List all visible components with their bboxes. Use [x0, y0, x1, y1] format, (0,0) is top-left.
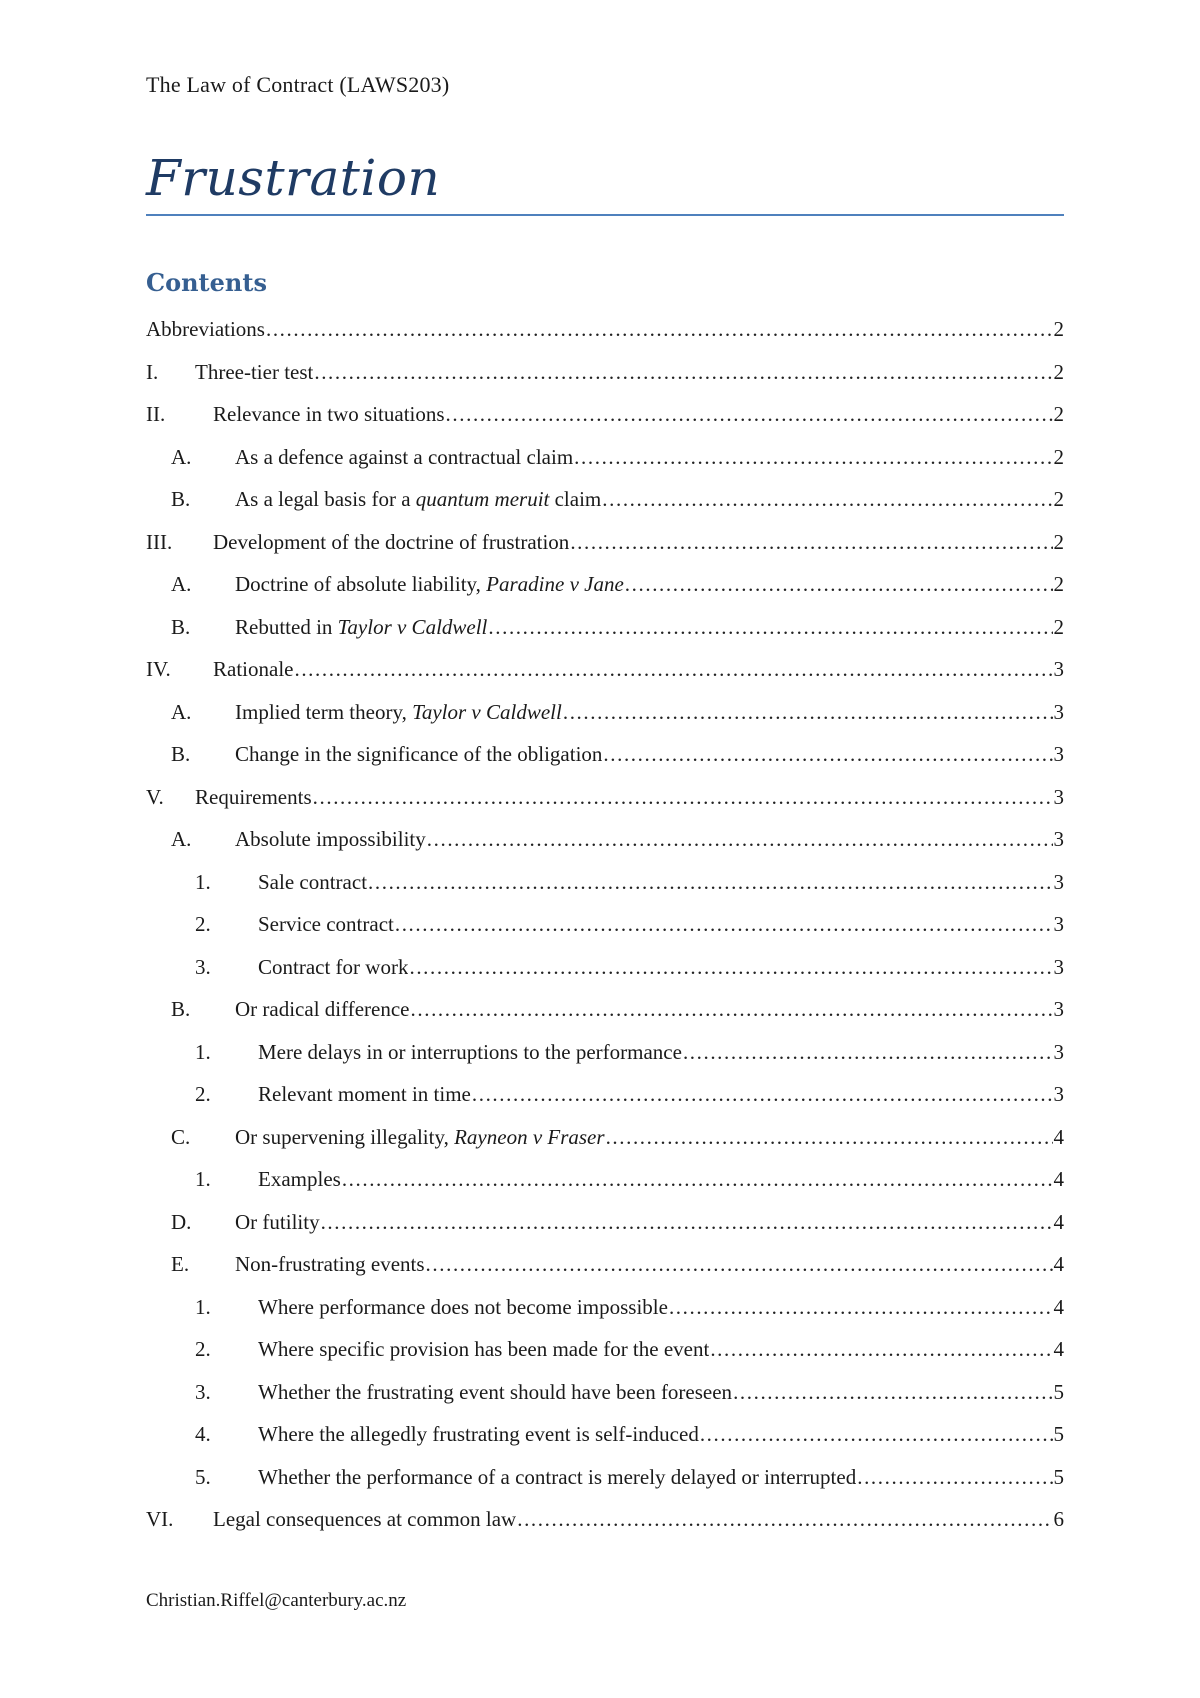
toc-entry[interactable]: [146, 867, 1064, 910]
toc-page-number: 5: [1053, 1422, 1064, 1446]
toc-entry-title: [258, 952, 408, 982]
toc-entry-title-text: Abbreviations: [146, 317, 265, 341]
toc-entry[interactable]: [146, 1292, 1064, 1335]
toc-entry-title-italic: quantum meruit: [415, 487, 550, 511]
toc-entry-title-text: Legal consequences at common law: [213, 1507, 517, 1531]
toc-entry-title-text: Contract for work: [258, 954, 409, 979]
toc-page-number: 4: [1053, 1209, 1064, 1234]
toc-dot-leader: [563, 697, 1053, 727]
toc-entry-number: A.: [171, 444, 192, 469]
toc-entry-number: 1.: [195, 1167, 211, 1191]
toc-entry[interactable]: [146, 739, 1064, 782]
toc-entry-number: A.: [171, 827, 192, 851]
toc-entry-number: 1.: [195, 869, 211, 894]
toc-entry-title-text: As a legal basis for a: [235, 487, 416, 511]
toc-entry-title: [213, 399, 445, 429]
toc-entry-number: 2.: [195, 1082, 211, 1106]
toc-page-number: 6: [1053, 1507, 1064, 1531]
toc-dot-leader: [368, 867, 1052, 897]
toc-entry[interactable]: [146, 909, 1064, 952]
toc-entry[interactable]: [146, 357, 1064, 400]
toc-entry-title: [213, 527, 569, 557]
toc-dot-leader: [472, 1079, 1053, 1109]
toc-dot-leader: [266, 314, 1053, 344]
toc-entry-title-italic: Taylor v Caldwell: [337, 614, 488, 639]
toc-entry-title-text: Examples: [258, 1167, 341, 1191]
toc-entry-title-text: Non-frustrating events: [235, 1252, 425, 1276]
toc-entry-title-italic: Rayneon v Fraser: [454, 1124, 605, 1149]
toc-page-number: 2: [1053, 529, 1064, 554]
toc-entry[interactable]: [146, 1122, 1064, 1165]
toc-entry-title: [235, 1207, 320, 1237]
author-email: Christian.Riffel@canterbury.ac.nz: [146, 1590, 407, 1611]
toc-entry-title: [235, 1249, 425, 1279]
toc-entry-number: 2.: [195, 912, 211, 936]
toc-entry-title-text: claim: [549, 487, 602, 511]
toc-entry-title: [258, 867, 367, 897]
toc-entry-number: 3.: [195, 954, 211, 979]
toc-entry[interactable]: [146, 1207, 1064, 1250]
toc-dot-leader: [313, 782, 1053, 812]
toc-dot-leader: [342, 1164, 1053, 1194]
toc-dot-leader: [321, 1207, 1053, 1237]
toc-dot-leader: [603, 739, 1052, 769]
toc-dot-leader: [426, 1249, 1053, 1279]
toc-entry-title-text: Or radical difference: [235, 997, 410, 1021]
toc-dot-leader: [733, 1377, 1052, 1407]
toc-dot-leader: [606, 1122, 1053, 1152]
toc-page-number: 2: [1053, 359, 1064, 384]
toc-entry-title: [235, 1122, 605, 1152]
toc-entry-title: [235, 824, 426, 854]
toc-page-number: 4: [1053, 1294, 1064, 1319]
toc-entry-title: [195, 782, 312, 812]
toc-dot-leader: [411, 994, 1053, 1024]
toc-dot-leader: [625, 569, 1053, 599]
toc-dot-leader: [395, 909, 1053, 939]
toc-entry-title-text: Absolute impossibility: [235, 827, 426, 851]
toc-entry-title-text: Relevance in two situations: [213, 402, 445, 426]
toc-page-number: 3: [1053, 784, 1064, 809]
toc-page-number: 4: [1053, 1337, 1064, 1361]
toc-dot-leader: [446, 399, 1053, 429]
toc-entry[interactable]: [146, 527, 1064, 570]
toc-entry-title: [258, 1164, 341, 1194]
toc-page-number: 4: [1053, 1167, 1064, 1191]
toc-entry-number: A.: [171, 572, 192, 596]
toc-entry-title: [146, 314, 265, 344]
toc-entry-number: 1.: [195, 1039, 211, 1064]
toc-entry-title-text: Or supervening illegality,: [235, 1124, 455, 1149]
toc-entry-title-text: Doctrine of absolute liability,: [235, 572, 487, 596]
toc-dot-leader: [669, 1292, 1053, 1322]
toc-dot-leader: [409, 952, 1052, 982]
toc-entry-title-text: Rationale: [213, 657, 294, 681]
toc-entry-number: B.: [171, 742, 191, 766]
toc-entry-title: [213, 1504, 516, 1534]
toc-entry[interactable]: [146, 484, 1064, 527]
toc-entry-title: [235, 739, 602, 769]
toc-entry[interactable]: [146, 569, 1064, 612]
toc-entry-title: [258, 909, 394, 939]
toc-entry[interactable]: [146, 952, 1064, 995]
toc-entry-number: 1.: [195, 1294, 211, 1319]
toc-entry-number: 4.: [195, 1422, 211, 1446]
toc-dot-leader: [602, 484, 1052, 514]
toc-entry-title-text: Change in the significance of the obligation: [235, 742, 603, 766]
toc-entry[interactable]: [146, 1377, 1064, 1420]
toc-entry-number: I.: [146, 359, 159, 384]
toc-page-number: 3: [1053, 827, 1064, 851]
toc-entry[interactable]: [146, 1462, 1064, 1505]
toc-entry-title: [195, 357, 313, 387]
toc-entry-number: C.: [171, 1124, 191, 1149]
table-of-contents: [146, 314, 1064, 1547]
toc-entry[interactable]: [146, 1334, 1064, 1377]
toc-page-number: 2: [1053, 487, 1064, 511]
toc-page-number: 2: [1053, 444, 1064, 469]
toc-entry-number: B.: [171, 487, 191, 511]
toc-page-number: 5: [1053, 1464, 1064, 1489]
toc-dot-leader: [488, 612, 1052, 642]
toc-page-number: 5: [1053, 1379, 1064, 1404]
toc-entry-number: B.: [171, 997, 191, 1021]
toc-page-number: 4: [1053, 1124, 1064, 1149]
contents-heading: Contents: [146, 268, 267, 297]
toc-entry-number: E.: [171, 1252, 190, 1276]
toc-entry[interactable]: [146, 697, 1064, 740]
toc-entry[interactable]: [146, 442, 1064, 485]
toc-entry[interactable]: [146, 1419, 1064, 1462]
toc-page-number: 4: [1053, 1252, 1064, 1276]
toc-page-number: 2: [1053, 614, 1064, 639]
toc-page-number: 3: [1053, 657, 1064, 681]
toc-page-number: 3: [1053, 1082, 1064, 1106]
toc-entry-title-text: Implied term theory,: [235, 699, 413, 724]
toc-entry-title-text: Whether the frustrating event should have been foreseen: [258, 1379, 733, 1404]
toc-entry-title: [235, 994, 410, 1024]
toc-entry[interactable]: [146, 1164, 1064, 1207]
toc-entry-title-text: Or futility: [235, 1209, 320, 1234]
toc-entry-number: V.: [146, 784, 164, 809]
toc-entry-title: [258, 1419, 699, 1449]
toc-entry-title-text: Three-tier test: [195, 359, 314, 384]
toc-dot-leader: [857, 1462, 1052, 1492]
toc-entry[interactable]: [146, 612, 1064, 655]
toc-entry-number: A.: [171, 699, 192, 724]
toc-page-number: 3: [1053, 869, 1064, 894]
toc-entry-title-text: Service contract: [258, 912, 394, 936]
toc-entry-title: [258, 1292, 668, 1322]
toc-entry-title: [235, 569, 624, 599]
toc-entry-number: 2.: [195, 1337, 211, 1361]
toc-entry-title: [235, 612, 487, 642]
toc-entry-title-text: Where performance does not become impossible: [258, 1294, 668, 1319]
document-title: Frustration: [146, 149, 441, 207]
toc-entry[interactable]: [146, 994, 1064, 1037]
toc-page-number: 3: [1053, 1039, 1064, 1064]
toc-entry-title: [235, 697, 562, 727]
toc-entry-title-text: As a defence against a contractual claim: [235, 444, 574, 469]
toc-page-number: 3: [1053, 997, 1064, 1021]
toc-entry-title-text: Development of the doctrine of frustration: [213, 529, 570, 554]
toc-page-number: 3: [1053, 954, 1064, 979]
toc-entry-number: IV.: [146, 657, 171, 681]
toc-entry-number: D.: [171, 1209, 192, 1234]
title-underline: [146, 214, 1064, 216]
toc-page-number: 2: [1053, 402, 1064, 426]
toc-entry[interactable]: [146, 654, 1064, 697]
toc-page-number: 2: [1053, 317, 1064, 341]
toc-entry-title-text: Where specific provision has been made for the event: [258, 1337, 710, 1361]
toc-entry-number: II.: [146, 402, 166, 426]
toc-entry-title-italic: Paradine v Jane: [486, 572, 624, 596]
toc-dot-leader: [314, 357, 1052, 387]
toc-dot-leader: [427, 824, 1053, 854]
toc-entry-title: [235, 484, 601, 514]
toc-entry-title: [258, 1334, 709, 1364]
toc-entry[interactable]: [146, 1249, 1064, 1292]
toc-entry[interactable]: [146, 1504, 1064, 1547]
toc-entry-title: [235, 442, 573, 472]
toc-entry-title: [258, 1037, 682, 1067]
toc-entry-title-text: Rebutted in: [235, 614, 338, 639]
toc-entry[interactable]: [146, 824, 1064, 867]
toc-entry-number: 3.: [195, 1379, 211, 1404]
toc-dot-leader: [574, 442, 1052, 472]
toc-entry[interactable]: [146, 399, 1064, 442]
toc-entry-title: [258, 1462, 856, 1492]
toc-dot-leader: [517, 1504, 1052, 1534]
toc-entry-title-text: Relevant moment in time: [258, 1082, 471, 1106]
toc-entry-title: [258, 1079, 471, 1109]
toc-entry[interactable]: [146, 782, 1064, 825]
toc-page-number: 3: [1053, 912, 1064, 936]
toc-entry-number: 5.: [195, 1464, 211, 1489]
toc-entry-number: B.: [171, 614, 191, 639]
toc-page-number: 3: [1053, 742, 1064, 766]
toc-entry-title: [258, 1377, 732, 1407]
toc-page-number: 3: [1053, 699, 1064, 724]
toc-dot-leader: [710, 1334, 1052, 1364]
toc-entry-title-text: Whether the performance of a contract is merely delayed or interrupted: [258, 1464, 857, 1489]
toc-entry-title-text: Where the allegedly frustrating event is self-induced: [258, 1422, 699, 1446]
toc-dot-leader: [294, 654, 1052, 684]
page-header: The Law of Contract (LAWS203): [146, 72, 450, 97]
toc-entry-title-text: Sale contract: [258, 869, 368, 894]
toc-entry-title: [213, 654, 293, 684]
toc-page-number: 2: [1053, 572, 1064, 596]
toc-entry[interactable]: [146, 314, 1064, 357]
toc-entry[interactable]: [146, 1037, 1064, 1080]
toc-entry-title-text: Requirements: [195, 784, 312, 809]
toc-entry-title-italic: Taylor v Caldwell: [412, 699, 562, 724]
toc-entry[interactable]: [146, 1079, 1064, 1122]
toc-dot-leader: [683, 1037, 1053, 1067]
toc-entry-number: VI.: [146, 1507, 174, 1531]
toc-dot-leader: [700, 1419, 1053, 1449]
toc-entry-number: III.: [146, 529, 173, 554]
toc-dot-leader: [570, 527, 1052, 557]
toc-entry-title-text: Mere delays in or interruptions to the performance: [258, 1039, 682, 1064]
